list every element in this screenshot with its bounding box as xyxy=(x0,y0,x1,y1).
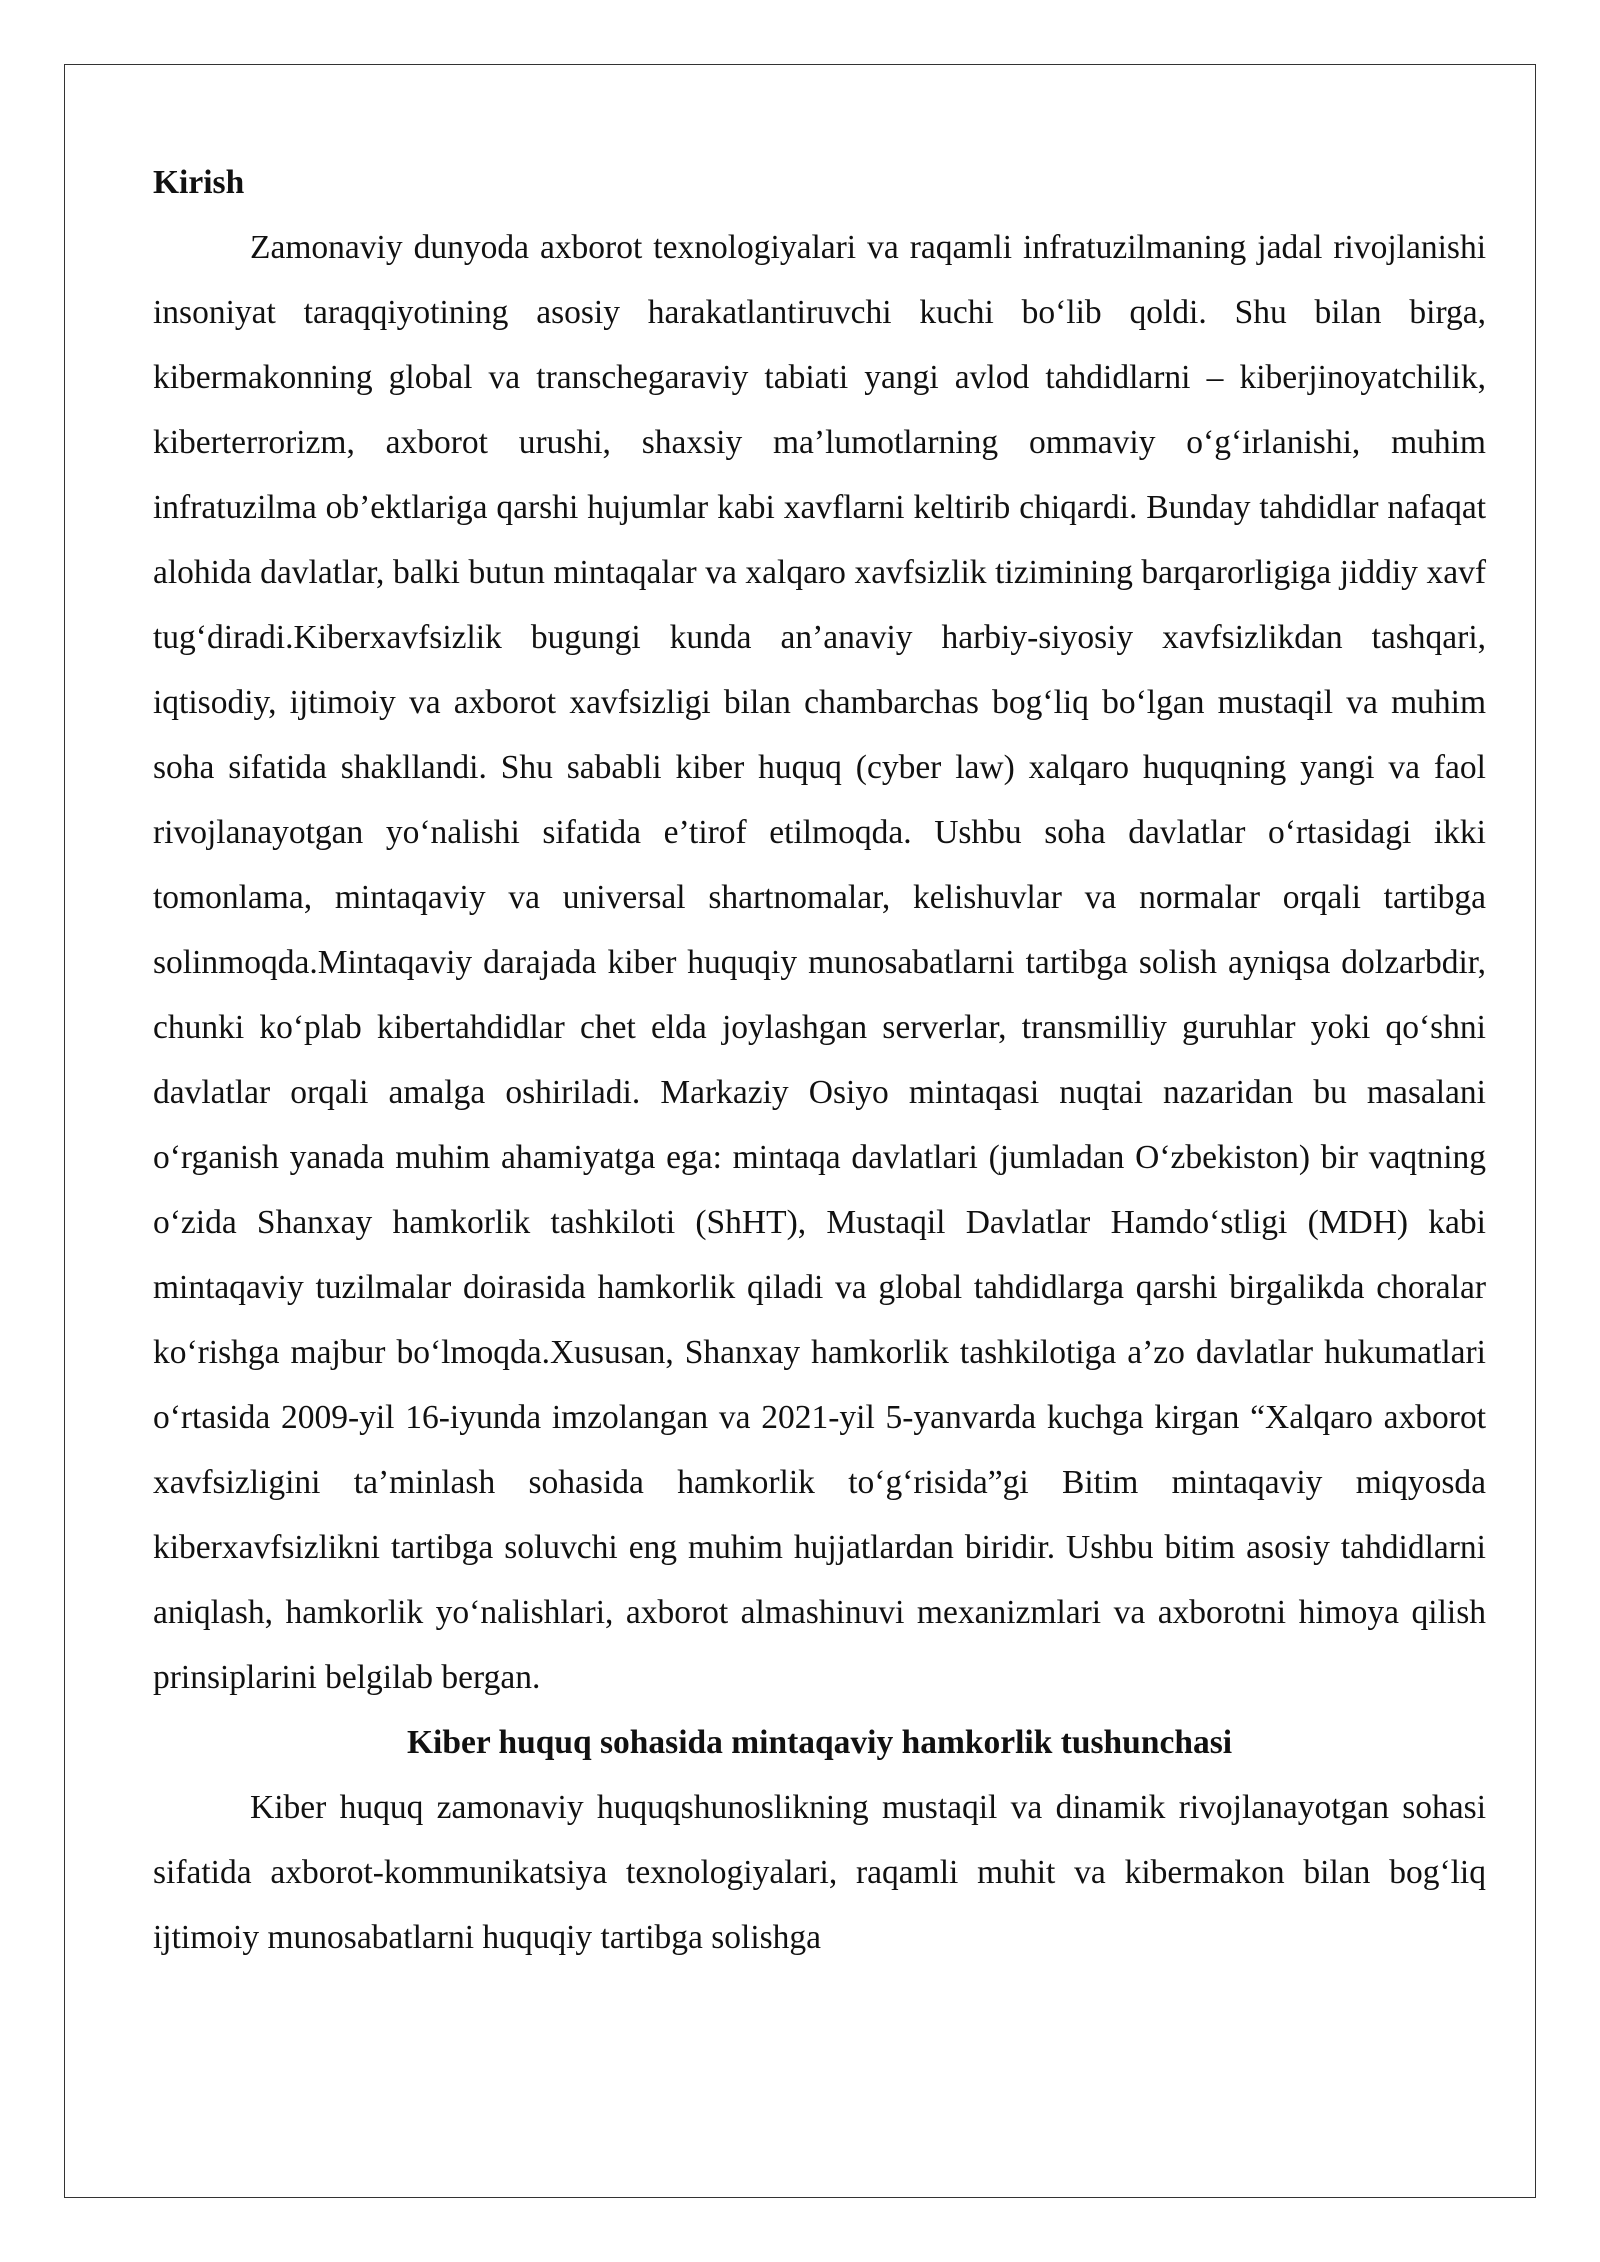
intro-paragraph: Zamonaviy dunyoda axborot texnologiyalari va raqamli infratuzilmaning jadal rivojlanishi insoniyat taraqqiyotining asosiy harakatlantiruvchi kuchi bo‘lib qoldi. Shu bilan birga, kibermakonning global va transchegaraviy tabiati yangi avlod tahdidlarni – kiberjinoyatchilik, kiberterrorizm, axborot urushi, shaxsiy ma’lumotlarning ommaviy o‘g‘irlanishi, muhim infratuzilma ob’ektlariga qarshi hujumlar kabi xavflarni keltirib chiqardi. Bunday tahdidlar nafaqat alohida davlatlar, balki butun mintaqalar va xalqaro xavfsizlik tizimining barqarorligiga jiddiy xavf tug‘diradi.Kiberxavfsizlik bugungi kunda an’anaviy harbiy-siyosiy xavfsizlikdan tashqari, iqtisodiy, ijtimoiy va axborot xavfsizligi bilan chambarchas bog‘liq bo‘lgan mustaqil va muhim soha sifatida shakllandi. Shu sababli kiber huquq (cyber law) xalqaro huquqning yangi va faol rivojlanayotgan yo‘nalishi sifatida e’tirof etilmoqda. Ushbu soha davlatlar o‘rtasidagi ikki tomonlama, mintaqaviy va universal shartnomalar, kelishuvlar va normalar orqali tartibga solinmoqda.Mintaqaviy darajada kiber huquqiy munosabatlarni tartibga solish ayniqsa dolzarbdir, chunki ko‘plab kibertahdidlar chet elda joylashgan serverlar, transmilliy guruhlar yoki qo‘shni davlatlar orqali amalga oshiriladi. Markaziy Osiyo mintaqasi nuqtai nazaridan bu masalani o‘rganish yanada muhim ahamiyatga ega: mintaqa davlatlari (jumladan O‘zbekiston) bir vaqtning o‘zida Shanxay hamkorlik tashkiloti (ShHT), Mustaqil Davlatlar Hamdo‘stligi (MDH) kabi mintaqaviy tuzilmalar doirasida hamkorlik qiladi va global tahdidlarga qarshi birgalikda choralar ko‘rishga majbur bo‘lmoqda.Xususan, Shanxay hamkorlik tashkilotiga a’zo davlatlar hukumatlari o‘rtasida 2009-yil 16-iyunda imzolangan va 2021-yil 5-yanvarda kuchga kirgan “Xalqaro axborot xavfsizligini ta’minlash sohasida hamkorlik to‘g‘risida”gi Bitim mintaqaviy miqyosda kiberxavfsizlikni tartibga soluvchi eng muhim hujjatlardan biridir. Ushbu bitim asosiy tahdidlarni aniqlash, hamkorlik yo‘nalishlari, axborot almashinuvi mexanizmlari va axborotni himoya qilish prinsiplarini belgilab bergan. xyxy=(153,229,1486,1696)
section-paragraph: Kiber huquq zamonaviy huquqshunoslikning mustaqil va dinamik rivojlanayotgan sohasi sifatida axborot-kommunikatsiya texnologiyalari, raqamli muhit va kibermakon bilan bog‘liq ijtimoiy munosabatlarni huquqiy tartibga solishga xyxy=(153,1789,1486,1956)
section-title: Kiber huquq sohasida mintaqaviy hamkorlik tushunchasi xyxy=(406,1724,1233,1761)
document-body xyxy=(153,150,1486,1970)
heading-kirish: Kirish xyxy=(153,164,245,201)
